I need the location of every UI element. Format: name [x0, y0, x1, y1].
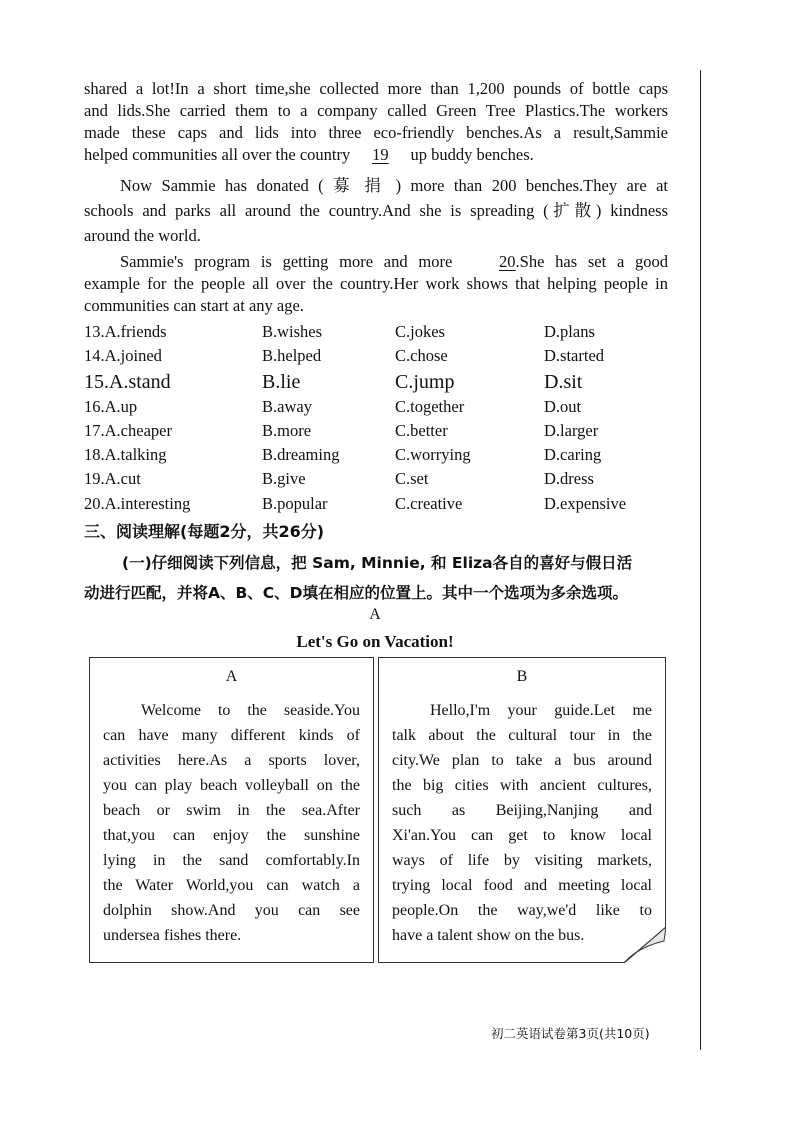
info-box-a	[89, 657, 374, 963]
page-right-border	[700, 70, 701, 1050]
answer-options	[84, 322, 684, 518]
box-text	[392, 698, 652, 948]
page-footer: 初二英语试卷第3页(共10页)	[491, 1026, 650, 1041]
option-row	[84, 397, 684, 421]
text-line: city.We plan to take a bus around	[392, 752, 652, 769]
option: C.jump	[395, 370, 455, 393]
option: D.dress	[544, 469, 594, 489]
option: B.lie	[262, 370, 301, 393]
text-segment: up buddy benches.	[410, 145, 534, 164]
section-title: 三、阅读理解(每题2分，共26分)	[84, 522, 325, 541]
option: B.dreaming	[262, 445, 340, 465]
option: C.worrying	[395, 445, 471, 465]
text-line: Now Sammie has donated ( 募 捐 ) more than 200 benches.They are at	[120, 176, 668, 195]
option: 16.A.up	[84, 396, 138, 416]
option: D.expensive	[544, 493, 627, 513]
text-line: such as Beijing,Nanjing and	[392, 802, 652, 819]
text-line: the big cities with ancient cultures,	[392, 777, 652, 794]
option: D.caring	[544, 445, 602, 465]
text-line: the Water World,you can watch a	[103, 877, 360, 894]
option: C.creative	[395, 493, 463, 513]
option: 15.A.stand	[84, 370, 171, 393]
option: D.larger	[544, 420, 599, 440]
text-line: Welcome to the seaside.You	[141, 702, 360, 719]
text-segment: Sammie's program is getting more and more	[120, 252, 453, 271]
instruction-line: (一)仔细阅读下列信息，把 Sam, Minnie, 和 Eliza各自的喜好与假日活	[122, 554, 633, 572]
text-line	[84, 144, 668, 166]
text-line: around the world.	[84, 226, 201, 245]
option: B.wishes	[262, 322, 323, 341]
text-line: beach or swim in the sea.After	[103, 802, 360, 819]
passage-paragraph-1	[84, 78, 668, 166]
text-line: example for the people all over the country.Her work shows that helping people in	[84, 274, 668, 293]
text-line	[84, 251, 668, 273]
blank-20: 20	[499, 252, 516, 271]
info-box-b	[378, 657, 666, 963]
text-line: trying local food and meeting local	[392, 877, 652, 894]
option: 19.A.cut	[84, 469, 141, 489]
box-label: B	[516, 668, 528, 685]
passage-paragraph-2	[84, 173, 668, 248]
instruction-line: 动进行匹配，并将A、B、C、D填在相应的位置上。其中一个选项为多余选项。	[84, 584, 629, 602]
text-line: activities here.As a sports lover,	[103, 752, 360, 769]
option: C.set	[395, 469, 429, 489]
option: 20.A.interesting	[84, 493, 191, 513]
text-line: communities can start at any age.	[84, 296, 304, 315]
option: C.together	[395, 396, 465, 416]
option-row	[84, 421, 684, 445]
option: C.chose	[395, 346, 448, 366]
text-line: dolphin show.And you can see	[103, 902, 360, 919]
option: D.started	[544, 346, 605, 366]
passage-title: Let's Go on Vacation!	[296, 632, 454, 651]
text-line: Hello,I'm your guide.Let me	[430, 702, 652, 719]
option: D.sit	[544, 370, 583, 393]
option-row	[84, 346, 684, 370]
option: B.helped	[262, 346, 322, 366]
option: C.jokes	[395, 322, 445, 341]
text-line: lying in the sand comfortably.In	[103, 852, 360, 869]
text-line: shared a lot!In a short time,she collected more than 1,200 pounds of bottle caps	[84, 79, 668, 98]
text-line: and lids.She carried them to a company called Green Tree Plastics.The workers	[84, 101, 668, 120]
option-row	[84, 322, 684, 346]
option: C.better	[395, 420, 448, 440]
text-line: people.On the way,we'd like to	[392, 902, 652, 919]
text-line: can have many different kinds of	[103, 727, 360, 744]
text-line: Xi'an.You can get to know local	[392, 827, 652, 844]
text-line: undersea fishes there.	[103, 927, 242, 944]
text-line: have a talent show on the bus.	[392, 927, 585, 944]
option-row	[84, 469, 684, 493]
passage-paragraph-3	[84, 251, 668, 317]
option: 14.A.joined	[84, 346, 162, 366]
option: D.plans	[544, 322, 595, 341]
text-segment: .She has set a good	[515, 252, 669, 271]
text-line: talk about the cultural tour in the	[392, 727, 652, 744]
text-line: you can play beach volleyball on the	[103, 777, 360, 794]
option: B.give	[262, 469, 306, 489]
option-row	[84, 445, 684, 469]
box-label: A	[225, 668, 238, 685]
option: B.away	[262, 396, 312, 416]
box-text	[103, 698, 360, 948]
option: 18.A.talking	[84, 445, 167, 465]
text-line: schools and parks all around the country.And she is spreading (扩散) kindness	[84, 201, 668, 220]
section-instructions	[84, 548, 668, 608]
blank-19: 19	[372, 145, 389, 164]
page-curl-icon	[624, 927, 666, 963]
part-label: A	[369, 606, 381, 623]
option: 17.A.cheaper	[84, 420, 172, 440]
option: B.more	[262, 420, 312, 440]
option: B.popular	[262, 493, 328, 513]
text-line: made these caps and lids into three eco-friendly benches.As a result,Sammie	[84, 123, 668, 142]
option: 13.A.friends	[84, 322, 167, 341]
text-segment: helped communities all over the country	[84, 145, 351, 164]
option-row	[84, 371, 684, 397]
option: D.out	[544, 396, 582, 416]
option-row	[84, 494, 684, 518]
text-line: ways of life by visiting markets,	[392, 852, 652, 869]
text-line: that,you can enjoy the sunshine	[103, 827, 360, 844]
